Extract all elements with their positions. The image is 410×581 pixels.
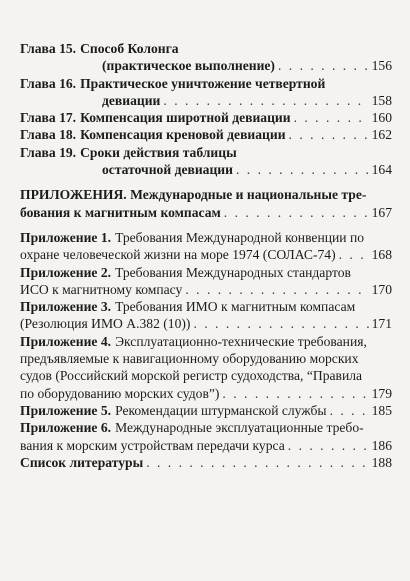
toc-entry-appendix-3[interactable] — [20, 298, 392, 333]
dot-leader — [289, 126, 369, 143]
dot-leader — [294, 109, 369, 126]
chapter-title: Компенсация креновой девиации — [80, 127, 286, 143]
page-number: 188 — [371, 454, 392, 470]
appendix-title-continuation: по оборудованию морских судов”) — [20, 385, 220, 401]
chapter-title: Сроки действия таблицы — [80, 144, 237, 160]
dot-leader — [146, 454, 368, 471]
appendix-title-continuation: ИСО к магнитному компасу — [20, 281, 183, 297]
toc-entry-chapter-16[interactable] — [20, 75, 392, 110]
appendix-title: Требования ИМО к магнитным компасам — [115, 299, 356, 315]
page-number: 171 — [371, 316, 392, 332]
chapter-label: Глава 19. — [20, 144, 77, 160]
appendix-title: Рекомендации штурманской службы — [115, 402, 327, 418]
appendix-label: Приложение 2. — [20, 264, 112, 280]
page-number: 185 — [371, 402, 392, 418]
toc-entry-literature[interactable] — [20, 454, 392, 471]
appendix-label: Приложение 5. — [20, 402, 112, 418]
appendix-title-continuation: судов (Российский морской регистр судоходства, “Правила — [20, 368, 363, 384]
chapter-title: Практическое уничтожение четвертной — [80, 75, 326, 91]
chapter-title: Компенсация широтной девиации — [80, 110, 291, 126]
section-title: ПРИЛОЖЕНИЯ. Международные и национальные тре- — [20, 187, 367, 203]
dot-leader — [193, 315, 368, 332]
chapter-label: Глава 17. — [20, 110, 77, 126]
dot-leader — [330, 402, 369, 419]
appendix-title-continuation: вания к морским устройствам передачи курса — [20, 437, 285, 453]
appendix-label: Приложение 4. — [20, 333, 112, 349]
toc-entry-appendix-1[interactable] — [20, 229, 392, 264]
page-number: 162 — [371, 127, 392, 143]
chapter-label: Глава 18. — [20, 127, 77, 143]
toc-entry-chapter-18[interactable] — [20, 126, 392, 143]
appendix-label: Приложение 6. — [20, 420, 112, 436]
chapter-title: Способ Колонга — [80, 41, 179, 56]
appendix-title-continuation: охране человеческой жизни на море 1974 (СОЛАС-74) — [20, 247, 336, 263]
dot-leader — [236, 161, 369, 178]
page-number: 186 — [371, 437, 392, 453]
appendix-title: Требования Международной конвенции по — [115, 229, 365, 245]
page-number: 160 — [371, 110, 392, 126]
section-title-continuation: бования к магнитным компасам — [20, 204, 221, 220]
page-number: 167 — [371, 204, 392, 220]
appendix-title: Требования Международных стандартов — [115, 264, 351, 280]
toc-entry-appendix-5[interactable] — [20, 402, 392, 419]
page-number: 170 — [371, 281, 392, 297]
toc-entry-chapter-17[interactable] — [20, 109, 392, 126]
chapter-title-continuation: (практическое выполнение) — [102, 58, 275, 74]
toc-entry-appendix-4[interactable] — [20, 333, 392, 402]
chapter-label: Глава 16. — [20, 75, 77, 91]
page-number: 168 — [371, 247, 392, 263]
toc-entry-chapter-19[interactable] — [20, 144, 392, 179]
appendix-label: Приложение 1. — [20, 229, 112, 245]
appendix-title-continuation: предъявляемые к навигационному оборудованию морских — [20, 351, 359, 367]
table-of-contents — [20, 40, 392, 471]
dot-leader — [339, 246, 369, 263]
dot-leader — [288, 437, 369, 454]
chapter-title-continuation: девиации — [102, 92, 161, 108]
chapter-title-continuation: остаточной девиации — [102, 162, 233, 178]
dot-leader — [222, 385, 368, 402]
chapter-label: Глава 15. — [20, 41, 77, 56]
appendix-title-continuation: (Резолюция ИМО А.382 (10)) — [20, 316, 191, 332]
toc-entry-chapter-15[interactable] — [20, 40, 392, 75]
literature-label: Список литературы — [20, 454, 144, 470]
dot-leader — [278, 57, 369, 74]
appendix-title: Международные эксплуатационные требо- — [115, 420, 364, 436]
toc-entry-appendix-6[interactable] — [20, 419, 392, 454]
dot-leader — [163, 92, 368, 109]
page-number: 164 — [371, 162, 392, 178]
toc-entry-appendices-section[interactable] — [20, 186, 392, 221]
appendix-label: Приложение 3. — [20, 299, 112, 315]
page-number: 179 — [371, 385, 392, 401]
dot-leader — [224, 204, 369, 221]
page-number: 156 — [371, 58, 392, 74]
toc-entry-appendix-2[interactable] — [20, 264, 392, 299]
page-number: 158 — [371, 92, 392, 108]
appendix-title: Эксплуатационно-технические требования, — [115, 333, 367, 349]
dot-leader — [185, 281, 368, 298]
